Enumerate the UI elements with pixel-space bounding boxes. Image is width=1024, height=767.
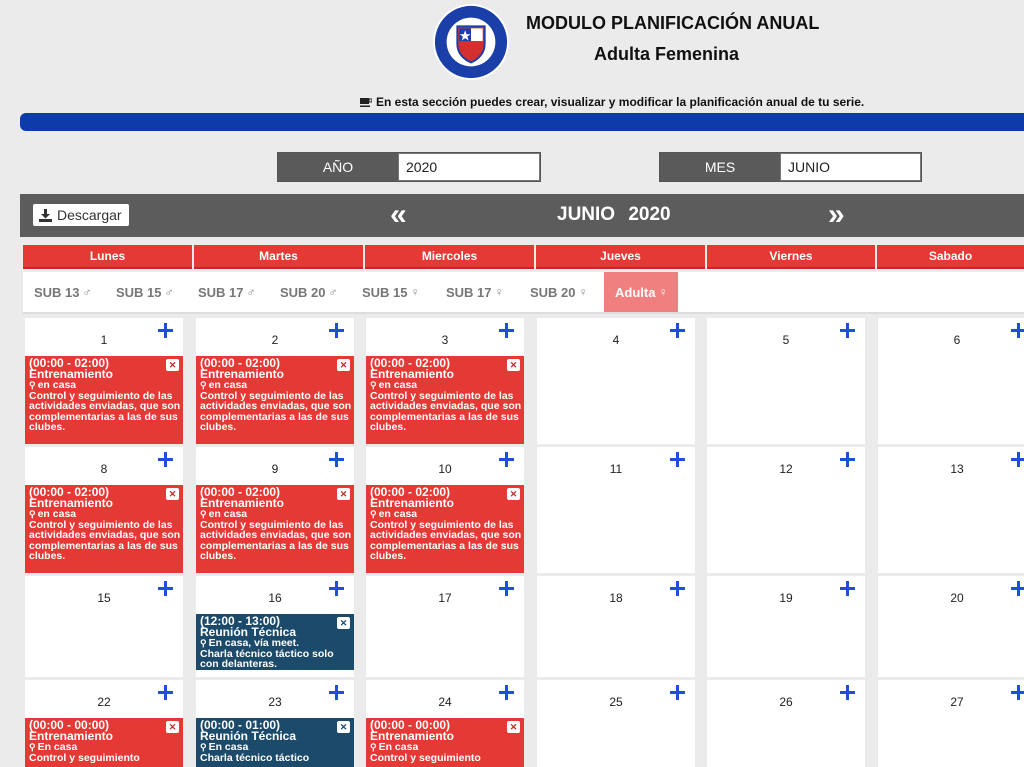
day-number: 3 — [441, 333, 449, 347]
event-description: Control y seguimiento de las actividades enviadas, que son complementarias a las de sus clubes. — [370, 389, 522, 433]
download-button[interactable] — [33, 204, 129, 226]
day-number: 10 — [438, 462, 452, 476]
month-navigation-bar — [20, 194, 1024, 237]
month-input[interactable]: JUNIO — [780, 153, 921, 181]
event-location: En casa — [378, 741, 419, 753]
day-cell[interactable] — [707, 680, 865, 767]
event-card[interactable] — [196, 485, 354, 573]
day-number: 8 — [100, 462, 108, 476]
add-event-plus-icon[interactable] — [1011, 581, 1024, 596]
event-card[interactable] — [366, 718, 524, 767]
event-time: (00:00 - 01:00) — [200, 718, 281, 732]
day-number: 1 — [100, 333, 108, 347]
day-cell[interactable] — [25, 318, 183, 444]
day-cell[interactable] — [878, 680, 1024, 767]
day-number: 4 — [612, 333, 620, 347]
add-event-plus-icon[interactable] — [670, 452, 685, 467]
event-card[interactable] — [25, 718, 183, 767]
event-time: (00:00 - 02:00) — [370, 356, 451, 370]
event-location: En casa — [208, 741, 249, 753]
event-location: En casa — [37, 741, 78, 753]
day-number: 20 — [950, 591, 964, 605]
add-event-plus-icon[interactable] — [499, 323, 514, 338]
day-cell[interactable] — [537, 318, 695, 444]
add-event-plus-icon[interactable] — [1011, 685, 1024, 700]
add-event-plus-icon[interactable] — [670, 685, 685, 700]
current-month: JUNIO — [557, 204, 616, 225]
tab-label: SUB 17 — [198, 284, 244, 300]
day-number: 11 — [609, 462, 623, 476]
day-number: 16 — [268, 591, 282, 605]
event-title: Entrenamiento — [200, 496, 285, 510]
event-location-row — [370, 742, 524, 753]
event-card[interactable] — [366, 485, 524, 573]
event-location: en casa — [378, 508, 418, 520]
day-cell[interactable] — [707, 576, 865, 677]
event-location: en casa — [37, 508, 77, 520]
add-event-plus-icon[interactable] — [499, 452, 514, 467]
event-description: Control y seguimiento — [370, 751, 481, 764]
location-pin-icon: ⚲ — [29, 380, 36, 390]
event-card[interactable] — [196, 718, 354, 767]
event-time: (00:00 - 02:00) — [370, 485, 451, 499]
tab-label: SUB 15 — [116, 284, 162, 300]
tab-adulta-female[interactable] — [604, 272, 678, 312]
event-location-row — [200, 742, 354, 753]
event-title: Entrenamiento — [29, 496, 114, 510]
day-cell[interactable] — [878, 576, 1024, 677]
tab-sub20-male[interactable] — [280, 272, 338, 312]
prev-month-button[interactable]: « — [390, 198, 401, 231]
day-cell[interactable] — [537, 576, 695, 677]
add-event-plus-icon[interactable] — [1011, 452, 1024, 467]
delete-event-close-icon[interactable]: ✕ — [337, 488, 350, 500]
event-location: en casa — [378, 379, 418, 391]
add-event-plus-icon[interactable] — [329, 323, 344, 338]
day-cell[interactable] — [366, 318, 524, 444]
event-time: (00:00 - 02:00) — [200, 485, 281, 499]
day-cell[interactable] — [537, 447, 695, 573]
male-icon: ♂ — [164, 285, 174, 299]
coffee-icon — [360, 98, 372, 107]
add-event-plus-icon[interactable] — [670, 323, 685, 338]
category-tabs — [23, 272, 1024, 314]
year-label: AÑO — [278, 153, 398, 181]
add-event-plus-icon[interactable] — [840, 323, 855, 338]
female-icon: ♀ — [494, 285, 504, 299]
day-number: 15 — [97, 591, 111, 605]
event-time: (00:00 - 02:00) — [29, 485, 110, 499]
day-number: 23 — [268, 695, 282, 709]
tab-label: SUB 17 — [446, 284, 492, 300]
delete-event-close-icon[interactable]: ✕ — [337, 359, 350, 371]
day-number: 25 — [609, 695, 623, 709]
tab-sub15-male[interactable] — [116, 272, 174, 312]
event-description: Charla técnico táctico — [200, 751, 310, 764]
female-icon: ♀ — [578, 285, 588, 299]
tab-label: SUB 15 — [362, 284, 408, 300]
male-icon: ♂ — [328, 285, 338, 299]
add-event-plus-icon[interactable] — [158, 323, 173, 338]
add-event-plus-icon[interactable] — [670, 581, 685, 596]
day-number: 2 — [271, 333, 279, 347]
info-text: En esta sección puedes crear, visualizar y modificar la planificación anual de tu serie. — [376, 95, 865, 109]
day-number: 18 — [609, 591, 623, 605]
event-title: Entrenamiento — [370, 729, 455, 743]
location-pin-icon: ⚲ — [29, 509, 36, 519]
weekday-thursday: Jueves — [536, 245, 705, 269]
delete-event-close-icon[interactable]: ✕ — [166, 721, 179, 733]
day-cell[interactable] — [196, 680, 354, 767]
day-cell[interactable] — [366, 576, 524, 677]
event-title: Entrenamiento — [370, 496, 455, 510]
delete-event-close-icon[interactable]: ✕ — [337, 721, 350, 733]
add-event-plus-icon[interactable] — [840, 452, 855, 467]
day-cell[interactable] — [878, 318, 1024, 444]
event-location: en casa — [208, 379, 248, 391]
add-event-plus-icon[interactable] — [329, 581, 344, 596]
event-card[interactable] — [196, 356, 354, 444]
delete-event-close-icon[interactable]: ✕ — [507, 488, 520, 500]
month-selector — [659, 152, 922, 182]
day-cell[interactable] — [707, 318, 865, 444]
add-event-plus-icon[interactable] — [158, 452, 173, 467]
weekday-wednesday: Miercoles — [365, 245, 534, 269]
add-event-plus-icon[interactable] — [499, 581, 514, 596]
federation-logo — [432, 3, 510, 81]
event-location-row — [370, 509, 524, 520]
delete-event-close-icon[interactable]: ✕ — [507, 359, 520, 371]
day-number: 19 — [779, 591, 793, 605]
male-icon: ♂ — [246, 285, 256, 299]
weekday-monday: Lunes — [23, 245, 192, 269]
location-pin-icon: ⚲ — [200, 380, 207, 390]
event-description: Control y seguimiento — [29, 751, 140, 764]
module-title: MODULO PLANIFICACIÓN ANUAL — [526, 13, 820, 33]
day-cell[interactable] — [878, 447, 1024, 573]
add-event-plus-icon[interactable] — [329, 452, 344, 467]
event-title: Entrenamiento — [29, 729, 114, 743]
weekday-header — [23, 245, 1024, 269]
day-number: 12 — [779, 462, 793, 476]
tab-sub13-male[interactable] — [34, 272, 92, 312]
location-pin-icon: ⚲ — [200, 509, 207, 519]
event-title: Entrenamiento — [200, 367, 285, 381]
event-description: Control y seguimiento de las actividades enviadas, que son complementarias a las de sus clubes. — [200, 389, 352, 433]
add-event-plus-icon[interactable] — [840, 581, 855, 596]
next-month-button[interactable]: » — [828, 198, 839, 231]
info-text-row — [360, 95, 864, 109]
event-title: Entrenamiento — [370, 367, 455, 381]
event-card[interactable] — [25, 485, 183, 573]
day-cell[interactable] — [196, 576, 354, 677]
event-description: Charla técnico táctico solo con delanteras. — [200, 647, 334, 670]
add-event-plus-icon[interactable] — [158, 581, 173, 596]
weekday-saturday: Sabado — [877, 245, 1024, 269]
event-description: Control y seguimiento de las actividades enviadas, que son complementarias a las de sus clubes. — [200, 518, 352, 562]
download-label: Descargar — [57, 207, 122, 223]
event-location: En casa, vía meet. — [208, 637, 300, 649]
event-time: (12:00 - 13:00) — [200, 614, 281, 628]
event-card[interactable] — [25, 356, 183, 444]
female-icon: ♀ — [410, 285, 420, 299]
weekday-tuesday: Martes — [194, 245, 363, 269]
day-number: 27 — [950, 695, 964, 709]
location-pin-icon: ⚲ — [370, 742, 377, 752]
event-location-row — [29, 742, 183, 753]
event-time: (00:00 - 00:00) — [29, 718, 110, 732]
location-pin-icon: ⚲ — [370, 509, 377, 519]
download-icon — [39, 209, 52, 222]
delete-event-close-icon[interactable]: ✕ — [507, 721, 520, 733]
module-subtitle: Adulta Femenina — [594, 44, 740, 64]
location-pin-icon: ⚲ — [29, 742, 36, 752]
event-card[interactable] — [196, 614, 354, 670]
day-cell[interactable] — [537, 680, 695, 767]
add-event-plus-icon[interactable] — [329, 685, 344, 700]
event-card[interactable] — [366, 356, 524, 444]
delete-event-close-icon[interactable]: ✕ — [337, 617, 350, 629]
location-pin-icon: ⚲ — [200, 638, 207, 648]
tab-label: SUB 20 — [280, 284, 326, 300]
current-year: 2020 — [628, 204, 671, 225]
month-label: MES — [660, 153, 780, 181]
day-cell[interactable] — [366, 680, 524, 767]
event-title: Entrenamiento — [29, 367, 114, 381]
tab-sub17-male[interactable] — [198, 272, 256, 312]
tab-label: Adulta — [615, 284, 656, 300]
day-cell[interactable] — [196, 447, 354, 573]
add-event-plus-icon[interactable] — [499, 685, 514, 700]
delete-event-close-icon[interactable]: ✕ — [166, 359, 179, 371]
day-number: 26 — [779, 695, 793, 709]
location-pin-icon: ⚲ — [200, 742, 207, 752]
current-month-title — [557, 204, 671, 226]
day-number: 17 — [438, 591, 452, 605]
event-description: Control y seguimiento de las actividades enviadas, que son complementarias a las de sus clubes. — [29, 389, 181, 433]
day-cell[interactable] — [25, 576, 183, 677]
add-event-plus-icon[interactable] — [1011, 323, 1024, 338]
tab-label: SUB 20 — [530, 284, 576, 300]
event-description: Control y seguimiento de las actividades enviadas, que son complementarias a las de sus clubes. — [370, 518, 522, 562]
day-number: 22 — [97, 695, 111, 709]
calendar-grid — [0, 318, 1024, 767]
add-event-plus-icon[interactable] — [840, 685, 855, 700]
event-time: (00:00 - 00:00) — [370, 718, 451, 732]
day-cell[interactable] — [25, 447, 183, 573]
day-cell[interactable] — [196, 318, 354, 444]
event-description: Control y seguimiento de las actividades enviadas, que son complementarias a las de sus clubes. — [29, 518, 181, 562]
event-title: Reunión Técnica — [200, 625, 297, 639]
weekday-friday: Viernes — [707, 245, 875, 269]
event-location-row — [29, 380, 183, 391]
day-cell[interactable] — [25, 680, 183, 767]
event-title: Reunión Técnica — [200, 729, 297, 743]
tab-sub15-female[interactable] — [362, 272, 420, 312]
event-time: (00:00 - 02:00) — [200, 356, 281, 370]
delete-event-close-icon[interactable]: ✕ — [166, 488, 179, 500]
day-cell[interactable] — [366, 447, 524, 573]
year-selector — [277, 152, 541, 182]
year-input[interactable]: 2020 — [398, 153, 540, 181]
event-location-row — [200, 509, 354, 520]
add-event-plus-icon[interactable] — [158, 685, 173, 700]
day-number: 13 — [950, 462, 964, 476]
event-location-row — [200, 638, 354, 649]
day-cell[interactable] — [707, 447, 865, 573]
event-location-row — [370, 380, 524, 391]
event-location: en casa — [37, 379, 77, 391]
location-pin-icon: ⚲ — [370, 380, 377, 390]
event-time: (00:00 - 02:00) — [29, 356, 110, 370]
tab-sub20-female[interactable] — [530, 272, 588, 312]
header-divider-bar — [20, 113, 1024, 131]
event-location-row — [29, 509, 183, 520]
day-number: 5 — [782, 333, 790, 347]
day-number: 9 — [271, 462, 279, 476]
event-location: en casa — [208, 508, 248, 520]
female-icon: ♀ — [658, 285, 668, 299]
male-icon: ♂ — [82, 285, 92, 299]
day-number: 24 — [438, 695, 452, 709]
day-number: 6 — [953, 333, 961, 347]
tab-label: SUB 13 — [34, 284, 80, 300]
event-location-row — [200, 380, 354, 391]
tab-sub17-female[interactable] — [446, 272, 504, 312]
